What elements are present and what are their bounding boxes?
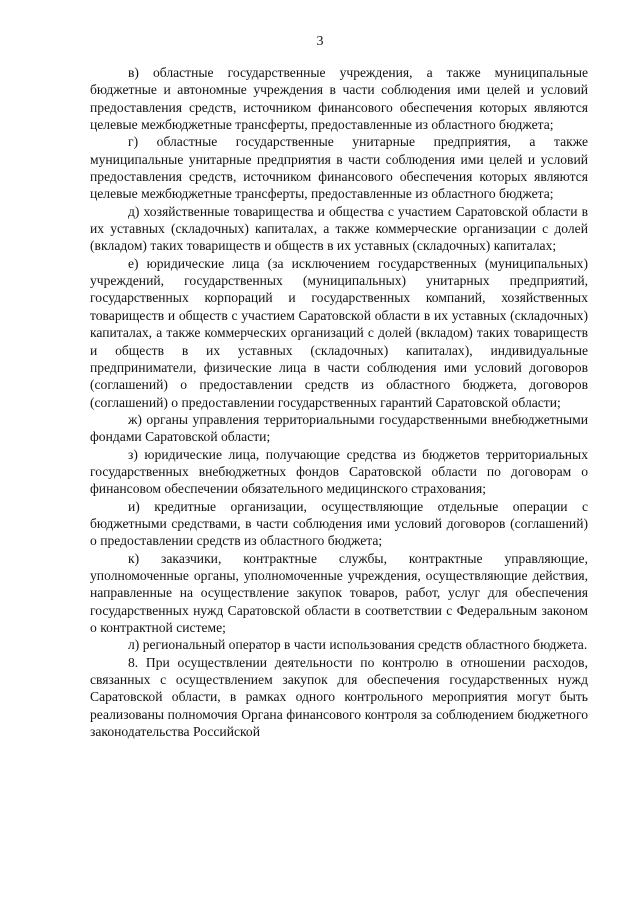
paragraph-l: л) региональный оператор в части использования средств областного бюджета. — [128, 637, 588, 653]
paragraph-zh: ж) органы управления территориальными государственными внебюджетными фондами Саратовской области; — [90, 411, 588, 445]
paragraph-k: к) заказчики, контрактные службы, контрактные управляющие, уполномоченные органы, уполномоченные учреждения, осуществляющие действия, направленные на осуществление закупок товаров, работ, услуг для обеспечения государственных нужд Саратовской области в соответствии с Федеральным законом о контрактной системе; — [90, 550, 588, 635]
paragraph-v: в) областные государственные учреждения, а также муниципальные бюджетные и автономные учреждения в части соблюдения ими целей и условий предоставления средств, источником финансового обеспечения которых являются целевые межбюджетные трансферты, предоставленные из областного бюджета; — [90, 65, 588, 133]
paragraph-z: з) юридические лица, получающие средства из бюджетов территориальных государственных внебюджетных фондов Саратовской области по договорам о финансовом обеспечении обязательного медицинского страхования; — [90, 446, 588, 497]
paragraph-g: г) областные государственные унитарные предприятия, а также муниципальные унитарные предприятия в части соблюдения ими целей и условий предоставления средств, источником финансового обеспечения которых являются целевые межбюджетные трансферты, предоставленные из областного бюджета; — [90, 134, 588, 202]
paragraph-i: и) кредитные организации, осуществляющие отдельные операции с бюджетными средствами, в части соблюдения ими условий договоров (соглашений) о предоставлении средств из областного бюджета; — [90, 498, 588, 549]
paragraph-8: 8. При осуществлении деятельности по контролю в отношении расходов, связанных с осуществлением закупок для обеспечения государственных нужд Саратовской области, в рамках одного контрольного мероприятия могут быть реализованы полномочия Органа финансового контроля за соблюдением бюджетного законодательства Российской — [90, 654, 588, 740]
paragraph-e: е) юридические лица (за исключением государственных (муниципальных) учреждений, государственных (муниципальных) унитарных предприятий, государственных корпораций и государственных компаний, хозяйственных товариществ и обществ с участием Саратовской области в их уставных (складочных) капиталах, а также коммерческих организаций с долей (вкладом) таких товариществ и обществ в их уставных (складочных) капиталах), индивидуальные предприниматели, физические лица в части соблюдения ими условий договоров (соглашений) о предоставлении средств из областного бюджета, договоров (соглашений) о предоставлении государственных гарантий Саратовской области; — [90, 255, 588, 410]
paragraph-d: д) хозяйственные товарищества и общества с участием Саратовской области в их уставных (складочных) капиталах, а также коммерческие организации с долей (вкладом) таких товариществ и обществ в их уставных (складочных) капиталах; — [90, 203, 588, 254]
page-number: 3 — [316, 34, 324, 49]
document-body — [90, 64, 588, 740]
